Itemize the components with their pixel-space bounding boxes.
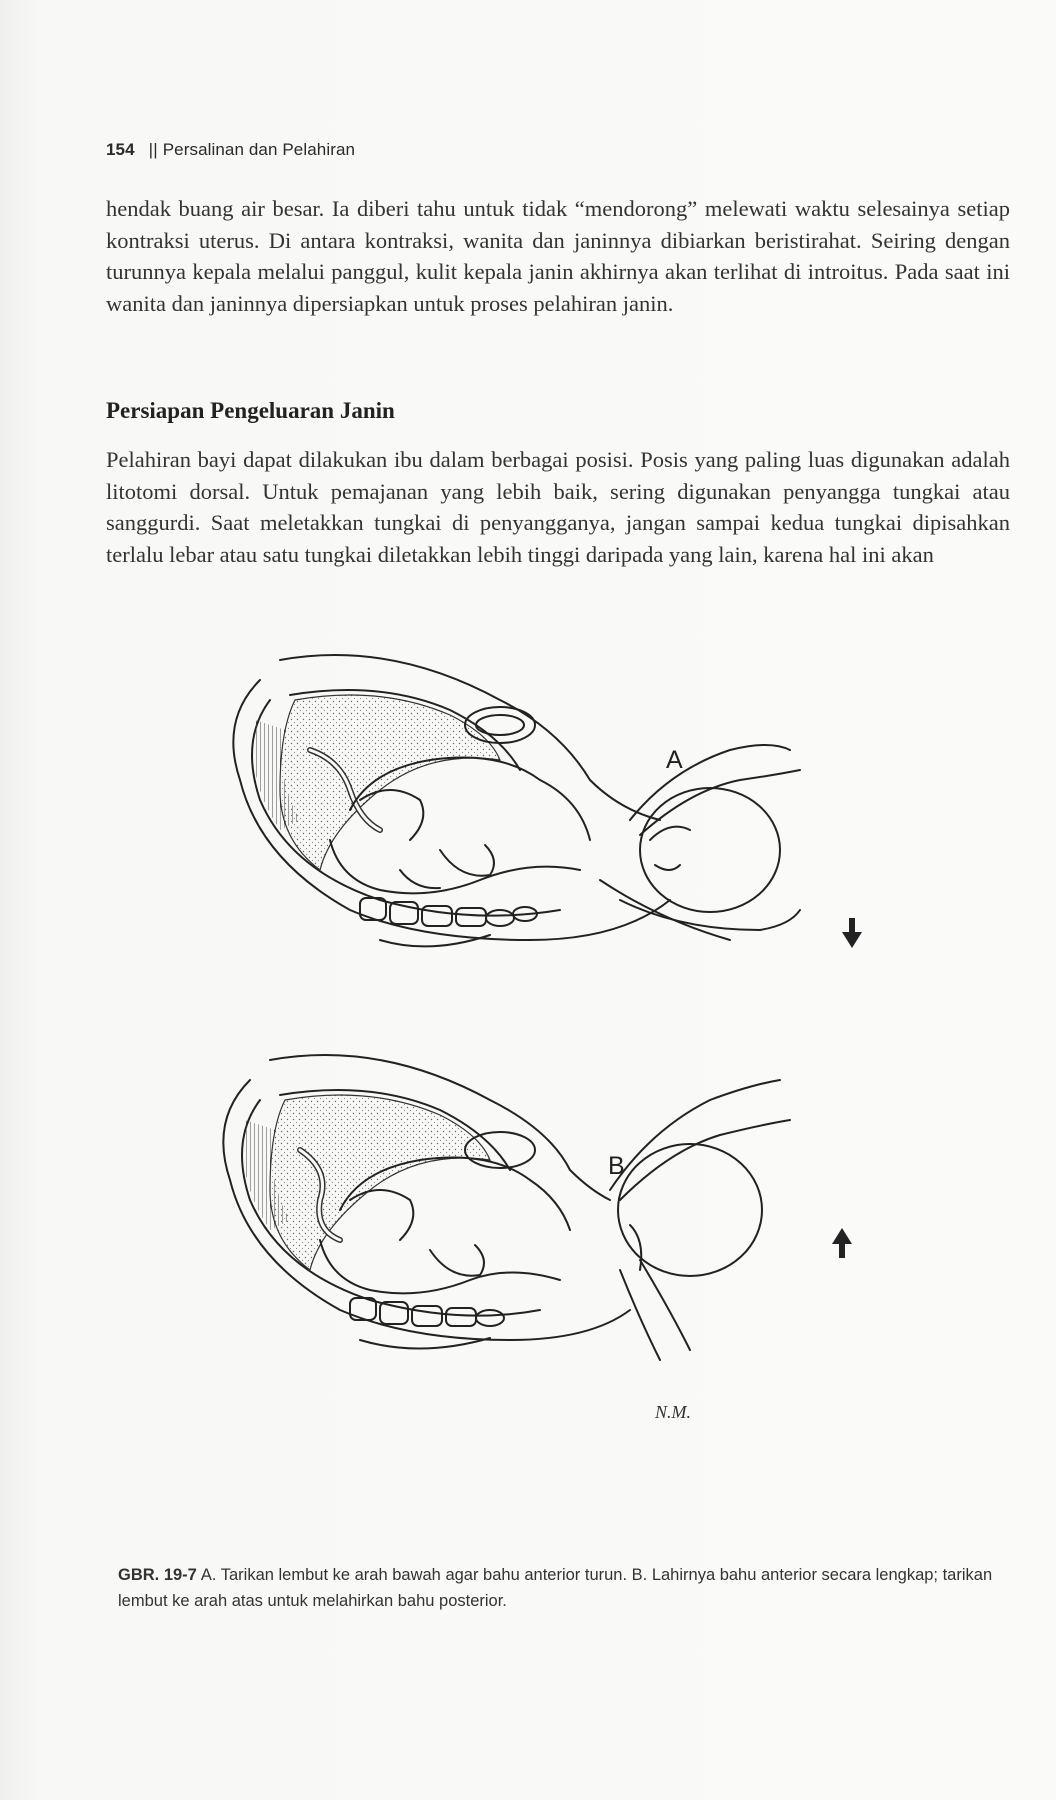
section-heading: Persiapan Pengeluaran Janin: [106, 398, 395, 423]
arrow-down-icon: [842, 918, 862, 948]
panel-a-label: A: [666, 746, 683, 774]
chapter-title: Persalinan dan Pelahiran: [162, 140, 356, 159]
header-separator: ||: [148, 140, 158, 159]
paragraph-1: hendak buang air besar. Ia diberi tahu untuk tidak “mendorong” melewati waktu selesainya setiap kontraksi uterus. Di antara kontraksi, wanita dan janinnya dibiarkan beristirahat. Seiring dengan turunnya kepala melalui panggul, kulit kepala janin akhirnya akan terlihat di introitus. Pada saat ini wanita dan janinnya dipersiapkan untuk proses pelahiran janin.: [106, 196, 1010, 316]
page-number: 154: [106, 140, 135, 159]
artist-signature: N.M.: [655, 1402, 691, 1422]
illustration-drawing: [200, 640, 1020, 1510]
panel-b-drawing: [223, 1055, 790, 1360]
panel-b-label: B: [608, 1152, 625, 1180]
paragraph-2: Pelahiran bayi dapat dilakukan ibu dalam berbagai posisi. Posis yang paling luas digunakan adalah litotomi dorsal. Untuk pemajanan yang lebih baik, sering digunakan penyangga tungkai atau sanggurdi. Saat meletakkan tungkai di penyangganya, jangan sampai kedua tungkai dipisahkan terlalu lebar atau satu tungkai diletakkan lebih tinggi daripada yang lain, karena hal ini akan: [106, 447, 1010, 567]
caption-label: GBR. 19-7: [118, 1566, 197, 1584]
running-head: [106, 140, 355, 160]
caption-text: A. Tarikan lembut ke arah bawah agar bahu anterior turun. B. Lahirnya bahu anterior secara lengkap; tarikan lembut ke arah atas untuk melahirkan bahu posterior.: [118, 1566, 993, 1610]
delivery-illustration: [200, 640, 1020, 1510]
panel-a-drawing: [233, 655, 800, 946]
figure-caption: [118, 1562, 1018, 1614]
arrow-up-icon: [832, 1228, 852, 1258]
